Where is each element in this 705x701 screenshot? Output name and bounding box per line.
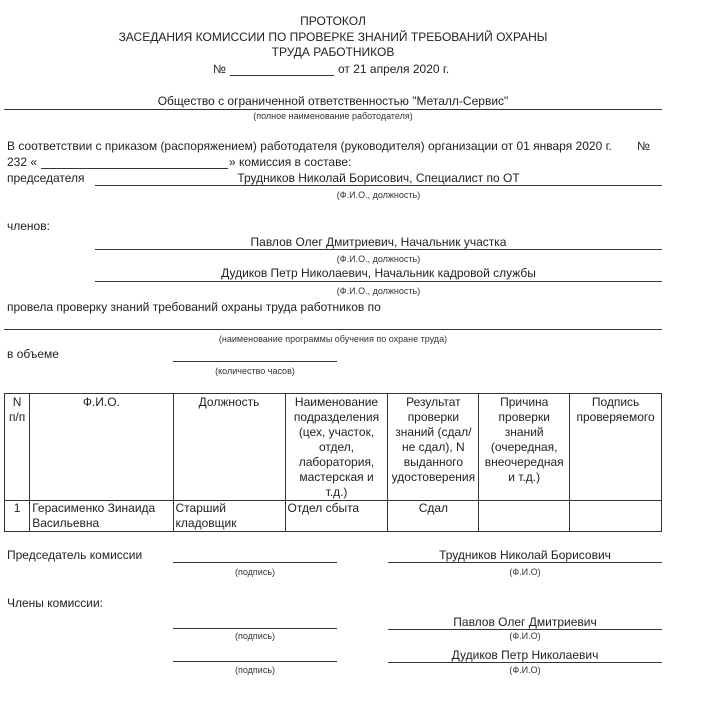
order-name-line <box>41 168 228 169</box>
header-number: N п/п <box>5 394 30 501</box>
member-1-signature-name: Павлов Олег Дмитриевич <box>453 615 597 629</box>
chairman-signature-caption: (подпись) <box>234 567 276 577</box>
volume-label: в объеме <box>7 347 59 361</box>
chairman-line <box>95 185 662 186</box>
program-caption: (наименование программы обучения по охране труда) <box>218 334 448 344</box>
program-line <box>4 329 662 330</box>
header-reason: Причина проверки знаний (очередная, внеочередная и т.д.) <box>479 394 570 501</box>
member-2-value: Дудиков Петр Николаевич, Начальник кадровой службы <box>221 266 536 280</box>
chairman-signature-label: Председатель комиссии <box>7 548 143 562</box>
volume-line <box>173 361 337 362</box>
chairman-label: председателя <box>7 171 85 185</box>
header-position: Должность <box>173 394 285 501</box>
members-signature-label: Члены комиссии: <box>7 596 104 610</box>
document-subtitle-2: ТРУДА РАБОТНИКОВ <box>271 45 395 59</box>
cell-department: Отдел сбыта <box>285 501 388 532</box>
cell-result: Сдал <box>388 501 479 532</box>
table-header-row <box>5 394 662 501</box>
table-row <box>5 501 662 532</box>
members-label: членов: <box>7 219 50 233</box>
results-table <box>4 393 662 532</box>
header-result: Результат проверки знаний (сдал/не сдал), N выданного удостоверения <box>388 394 479 501</box>
member-1-value: Павлов Олег Дмитриевич, Начальник участка <box>250 235 507 249</box>
member-2-name-caption: (Ф.И.О) <box>509 665 541 675</box>
chairman-signature-line <box>173 562 337 563</box>
member-2-name-line <box>388 662 662 663</box>
member-1-name-line <box>388 629 662 630</box>
document-date: от 21 апреля 2020 г. <box>338 62 450 76</box>
order-number-sign: № <box>637 139 650 153</box>
cell-fio: Герасименко Зинаида Васильевна <box>30 501 173 532</box>
chairman-caption: (Ф.И.О., должность) <box>336 190 421 200</box>
member-1-caption: (Ф.И.О., должность) <box>336 254 421 264</box>
chairman-value: Трудников Николай Борисович, Специалист по ОТ <box>237 171 520 185</box>
organization-line <box>4 109 662 110</box>
cell-position: Старший кладовщик <box>173 501 285 532</box>
member-2-caption: (Ф.И.О., должность) <box>336 286 421 296</box>
header-department: Наименование подразделения (цех, участок, отдел, лаборатория, мастерская и т.д.) <box>285 394 388 501</box>
member-1-line <box>95 249 662 250</box>
member-2-line <box>95 281 662 282</box>
member-2-signature-name: Дудиков Петр Николаевич <box>451 648 599 662</box>
cell-reason <box>479 501 570 532</box>
header-fio: Ф.И.О. <box>30 394 173 501</box>
document-subtitle: ЗАСЕДАНИЯ КОМИССИИ ПО ПРОВЕРКЕ ЗНАНИЙ ТРЕБОВАНИЙ ОХРАНЫ <box>118 30 548 44</box>
volume-caption: (количество часов) <box>215 366 295 376</box>
member-2-signature-caption: (подпись) <box>234 665 276 675</box>
order-suffix: » комиссия в составе: <box>229 155 352 169</box>
number-line <box>230 75 334 76</box>
order-text: В соответствии с приказом (распоряжением) работодателя (руководителя) организации от 01 января 2020 г. <box>7 139 612 153</box>
member-1-signature-caption: (подпись) <box>234 631 276 641</box>
member-1-name-caption: (Ф.И.О) <box>509 631 541 641</box>
order-number-prefix: 232 « <box>7 155 38 169</box>
chairman-name-line <box>388 562 662 563</box>
number-label: № <box>213 62 226 76</box>
organization-name: Общество с ограниченной ответственностью "Металл-Сервис" <box>157 94 509 108</box>
organization-caption: (полное наименование работодателя) <box>253 111 413 121</box>
document-title: ПРОТОКОЛ <box>300 14 366 28</box>
member-2-signature-line <box>173 661 337 662</box>
cell-number: 1 <box>5 501 30 532</box>
program-label: провела проверку знаний требований охраны труда работников по <box>7 300 381 314</box>
member-1-signature-line <box>173 628 337 629</box>
header-signature: Подпись проверяемого <box>570 394 662 501</box>
chairman-name-caption: (Ф.И.О) <box>509 567 541 577</box>
cell-signature <box>570 501 662 532</box>
chairman-signature-name: Трудников Николай Борисович <box>439 548 611 562</box>
